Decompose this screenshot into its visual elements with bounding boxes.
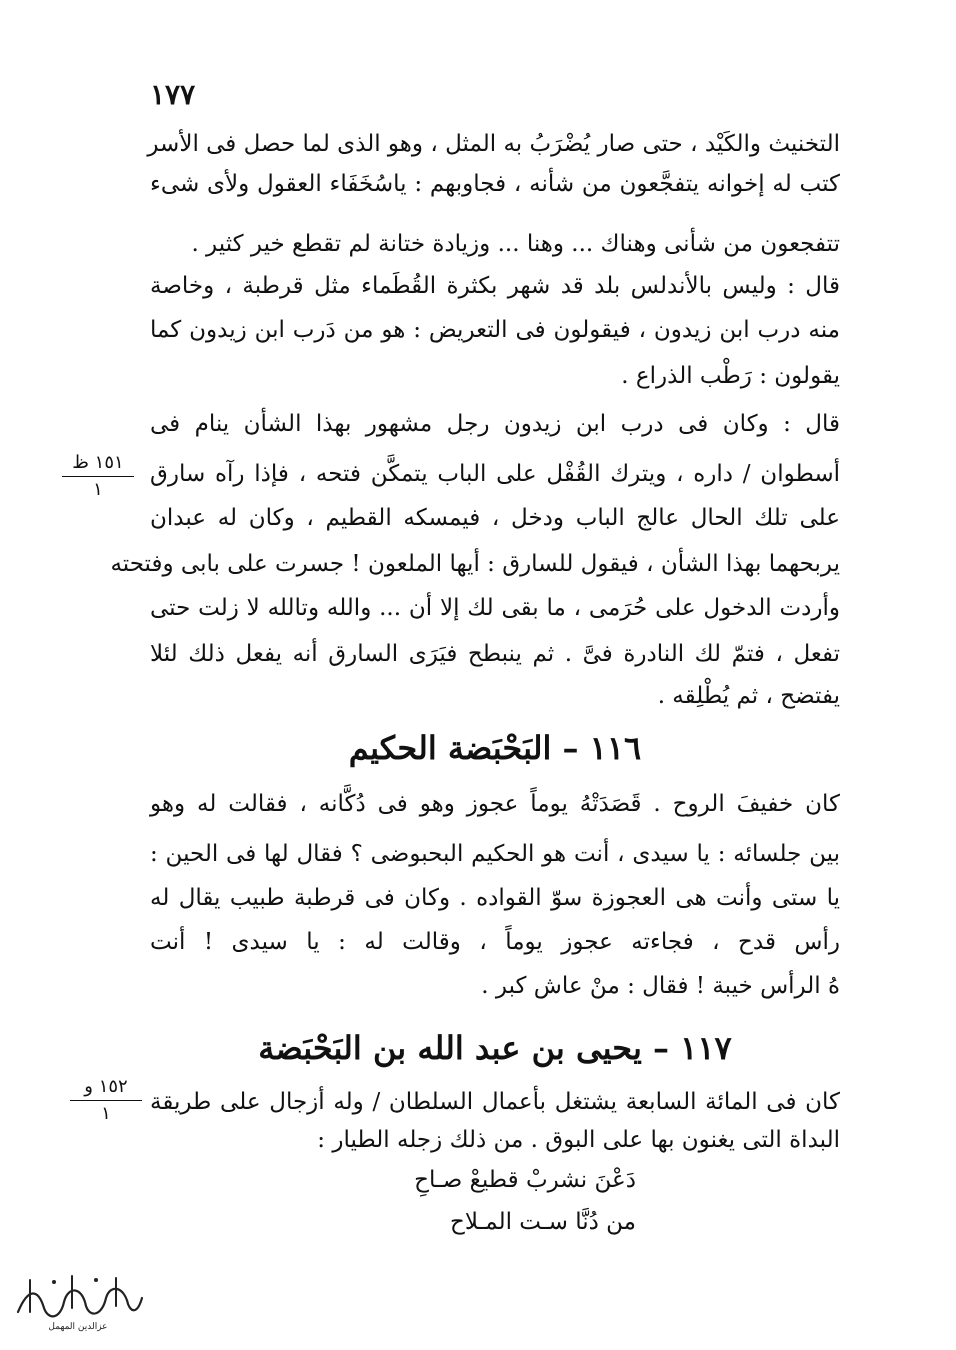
text-line: البداة التى يغنون بها على البوق . من ذلك زجله الطيار : [317,1127,840,1153]
margin-folio-number: ١٥١ ظ [62,452,134,477]
margin-folio-sub: ١ [101,1103,111,1124]
text-line: قال : وكان فى درب ابن زيدون رجل مشهور بهذا الشأن ينام فى [150,411,840,437]
margin-folio-sub: ١ [93,479,103,500]
margin-folio-note [62,452,134,501]
page-number: ١٧٧ [150,78,196,111]
calligraphy-stamp [8,1268,148,1334]
verse-line: من دُنَّا سـت المـلاح [449,1209,636,1235]
stamp-logo-icon [8,1268,148,1324]
text-line: التخنيث والكَيْد ، حتى صار يُضْرَبُ به المثل ، وهو الذى لما حصل فى الأسر [147,131,840,157]
text-line: يقولون : رَطْب الذراع . [621,363,840,389]
text-line: أسطوان / داره ، ويترك القُفْل على الباب يتمكَّن فتحه ، فإذا رآه سارق [150,461,840,487]
stamp-caption: عزالدين المهمل [48,1322,108,1332]
text-line: يا ستى وأنت هى العجوزة سوّ القواده . وكان فى قرطبة طبيب يقال له [150,885,840,911]
text-line: منه درب ابن زيدون ، فيقولون فى التعريض : هو من دَرب ابن زيدون كما [150,317,840,343]
text-line: وأردت الدخول على حُرَمى ، ما بقى لك إلا أن ... والله وتالله لا زلت حتى [150,595,840,621]
text-line: رأس قدح ، فجاءته عجوز يوماً ، وقالت له : يا سيدى ! أنت [150,929,840,955]
text-line: يفتضح ، ثم يُطْلِقه . [657,683,840,709]
margin-folio-number: ١٥٢ و [70,1076,142,1101]
text-line: يربحهما بهذا الشأن ، فيقول للسارق : أيها الملعون ! جسرت على بابى وفتحته [110,551,840,577]
text-line: كان فى المائة السابعة يشتغل بأعمال السلطان / وله أزجال على طريقة [150,1089,840,1115]
text-line: هُ الرأس خيبة ! فقال : منْ عاش كبر . [481,973,840,999]
text-line: بين جلسائه : يا سيدى ، أنت هو الحكيم البحبوضى ؟ فقال لها فى الحين : [150,841,840,867]
margin-folio-note [70,1076,142,1125]
text-line: كان خفيفَ الروح . قَصَدَتْهُ يوماً عجوز وهو فى دُكَّانه ، فقالت له وهو [150,791,840,817]
text-line: قال : وليس بالأندلس بلد قد شهر بكثرة القُطَماء مثل قرطبة ، وخاصة [150,273,840,299]
verse-line: دَعْنَ نشربْ قطيعْ صـاحِ [414,1167,636,1193]
section-heading-117: ١١٧ – يحيى بن عبد الله بن البَحْبَضة [258,1029,732,1067]
text-line: تتفجعون من شأنى وهناك ... وهنا ... وزيادة ختانة لم تقطع خير كثير . [191,231,840,257]
text-line: على تلك الحال عالج الباب ودخل ، فيمسكه القطيم ، وكان له عبدان [150,505,840,531]
text-line: كتب له إخوانه يتفجَّعون من شأنه ، فجاوبهم : ياسُخَفَاء العقول ولأى شىء [150,171,840,197]
section-heading-116: ١١٦ – البَحْبَضة الحكيم [348,729,642,767]
text-line: تفعل ، فتمّ لك النادرة فىَّ . ثم ينبطح فيَرَى السارق أنه يفعل ذلك لئلا [150,641,840,667]
